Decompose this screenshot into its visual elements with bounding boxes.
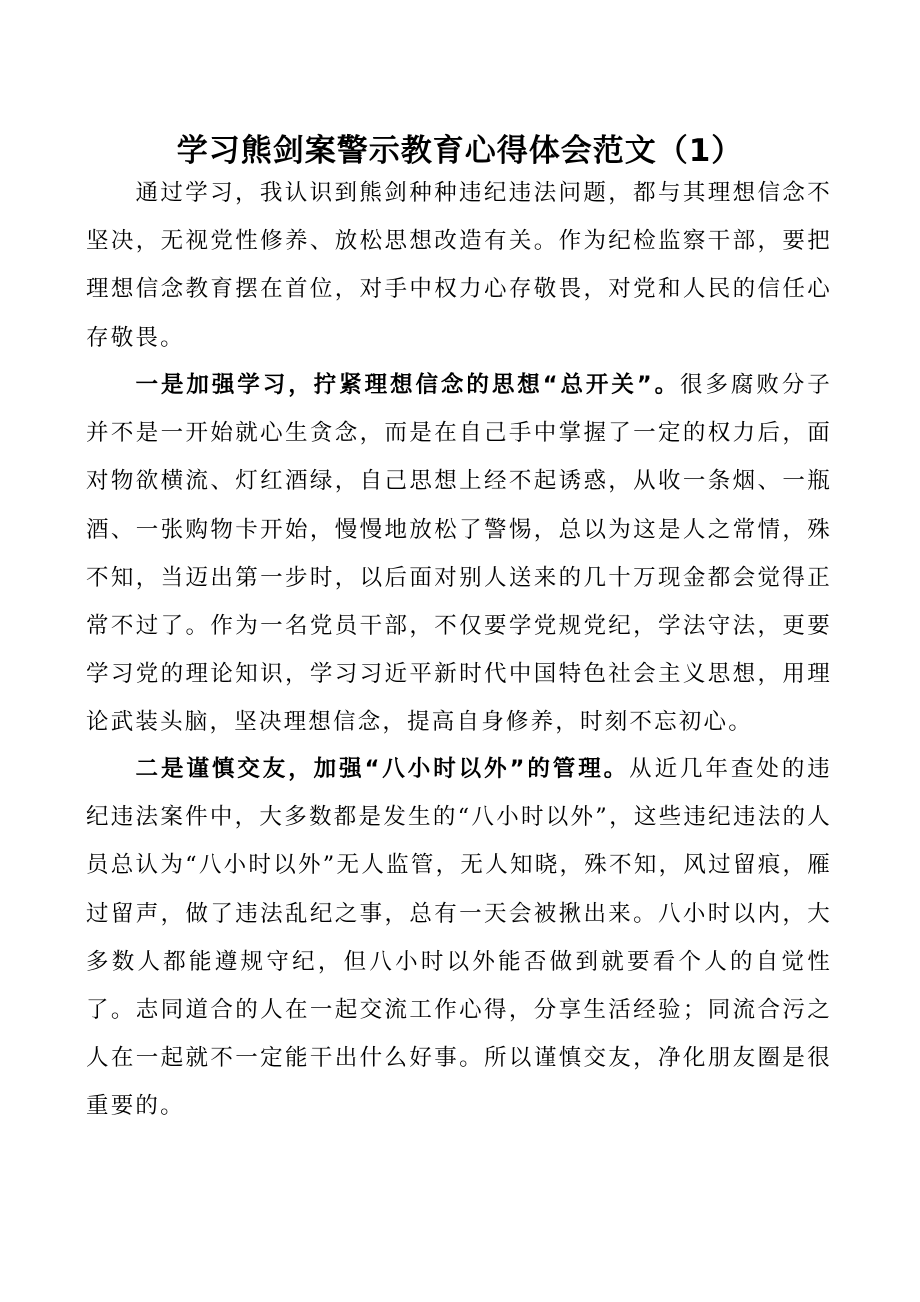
paragraph-point-two <box>86 745 832 1131</box>
paragraph-intro <box>86 169 832 362</box>
document-title: 学习熊剑案警示教育心得体会范文（1） <box>176 132 744 169</box>
paragraph-lead: 一是加强学习，拧紧理想信念的思想“总开关”。 <box>135 372 681 398</box>
paragraph-text: 很多腐败分子并不是一开始就心生贪念，而是在自己手中掌握了一定的权力后，面对物欲横流、灯红酒绿，自己思想上经不起诱惑，从收一条烟、一瓶酒、一张购物卡开始，慢慢地放松了警惕，总以为这是人之常情，殊不知，当迈出第一步时，以后面对别人送来的几十万现金都会觉得正常不过了。作为一名党员干部，不仅要学党规党纪，学法守法，更要学习党的理论知识，学习习近平新时代中国特色社会主义思想，用理论武装头脑，坚决理想信念，提高自身修养，时刻不忘初心。 <box>86 372 832 736</box>
paragraph-text: 从近几年查处的违纪违法案件中，大多数都是发生的“八小时以外”，这些违纪违法的人员总认为“八小时以外”无人监管，无人知晓，殊不知，风过留痕，雁过留声，做了违法乱纪之事，总有一天会被揪出来。八小时以内，大多数人都能遵规守纪，但八小时以外能否做到就要看个人的自觉性了。志同道合的人在一起交流工作心得，分享生活经验；同流合污之人在一起就不一定能干出什么好事。所以谨慎交友，净化朋友圈是很重要的。 <box>86 756 832 1120</box>
paragraph-lead: 二是谨慎交友，加强“八小时以外”的管理。 <box>135 756 630 782</box>
paragraph-text: 通过学习，我认识到熊剑种种违纪违法问题，都与其理想信念不坚决，无视党性修养、放松思想改造有关。作为纪检监察干部，要把理想信念教育摆在首位，对手中权力心存敬畏，对党和人民的信任心存敬畏。 <box>86 180 832 351</box>
paragraph-point-one <box>86 361 832 747</box>
